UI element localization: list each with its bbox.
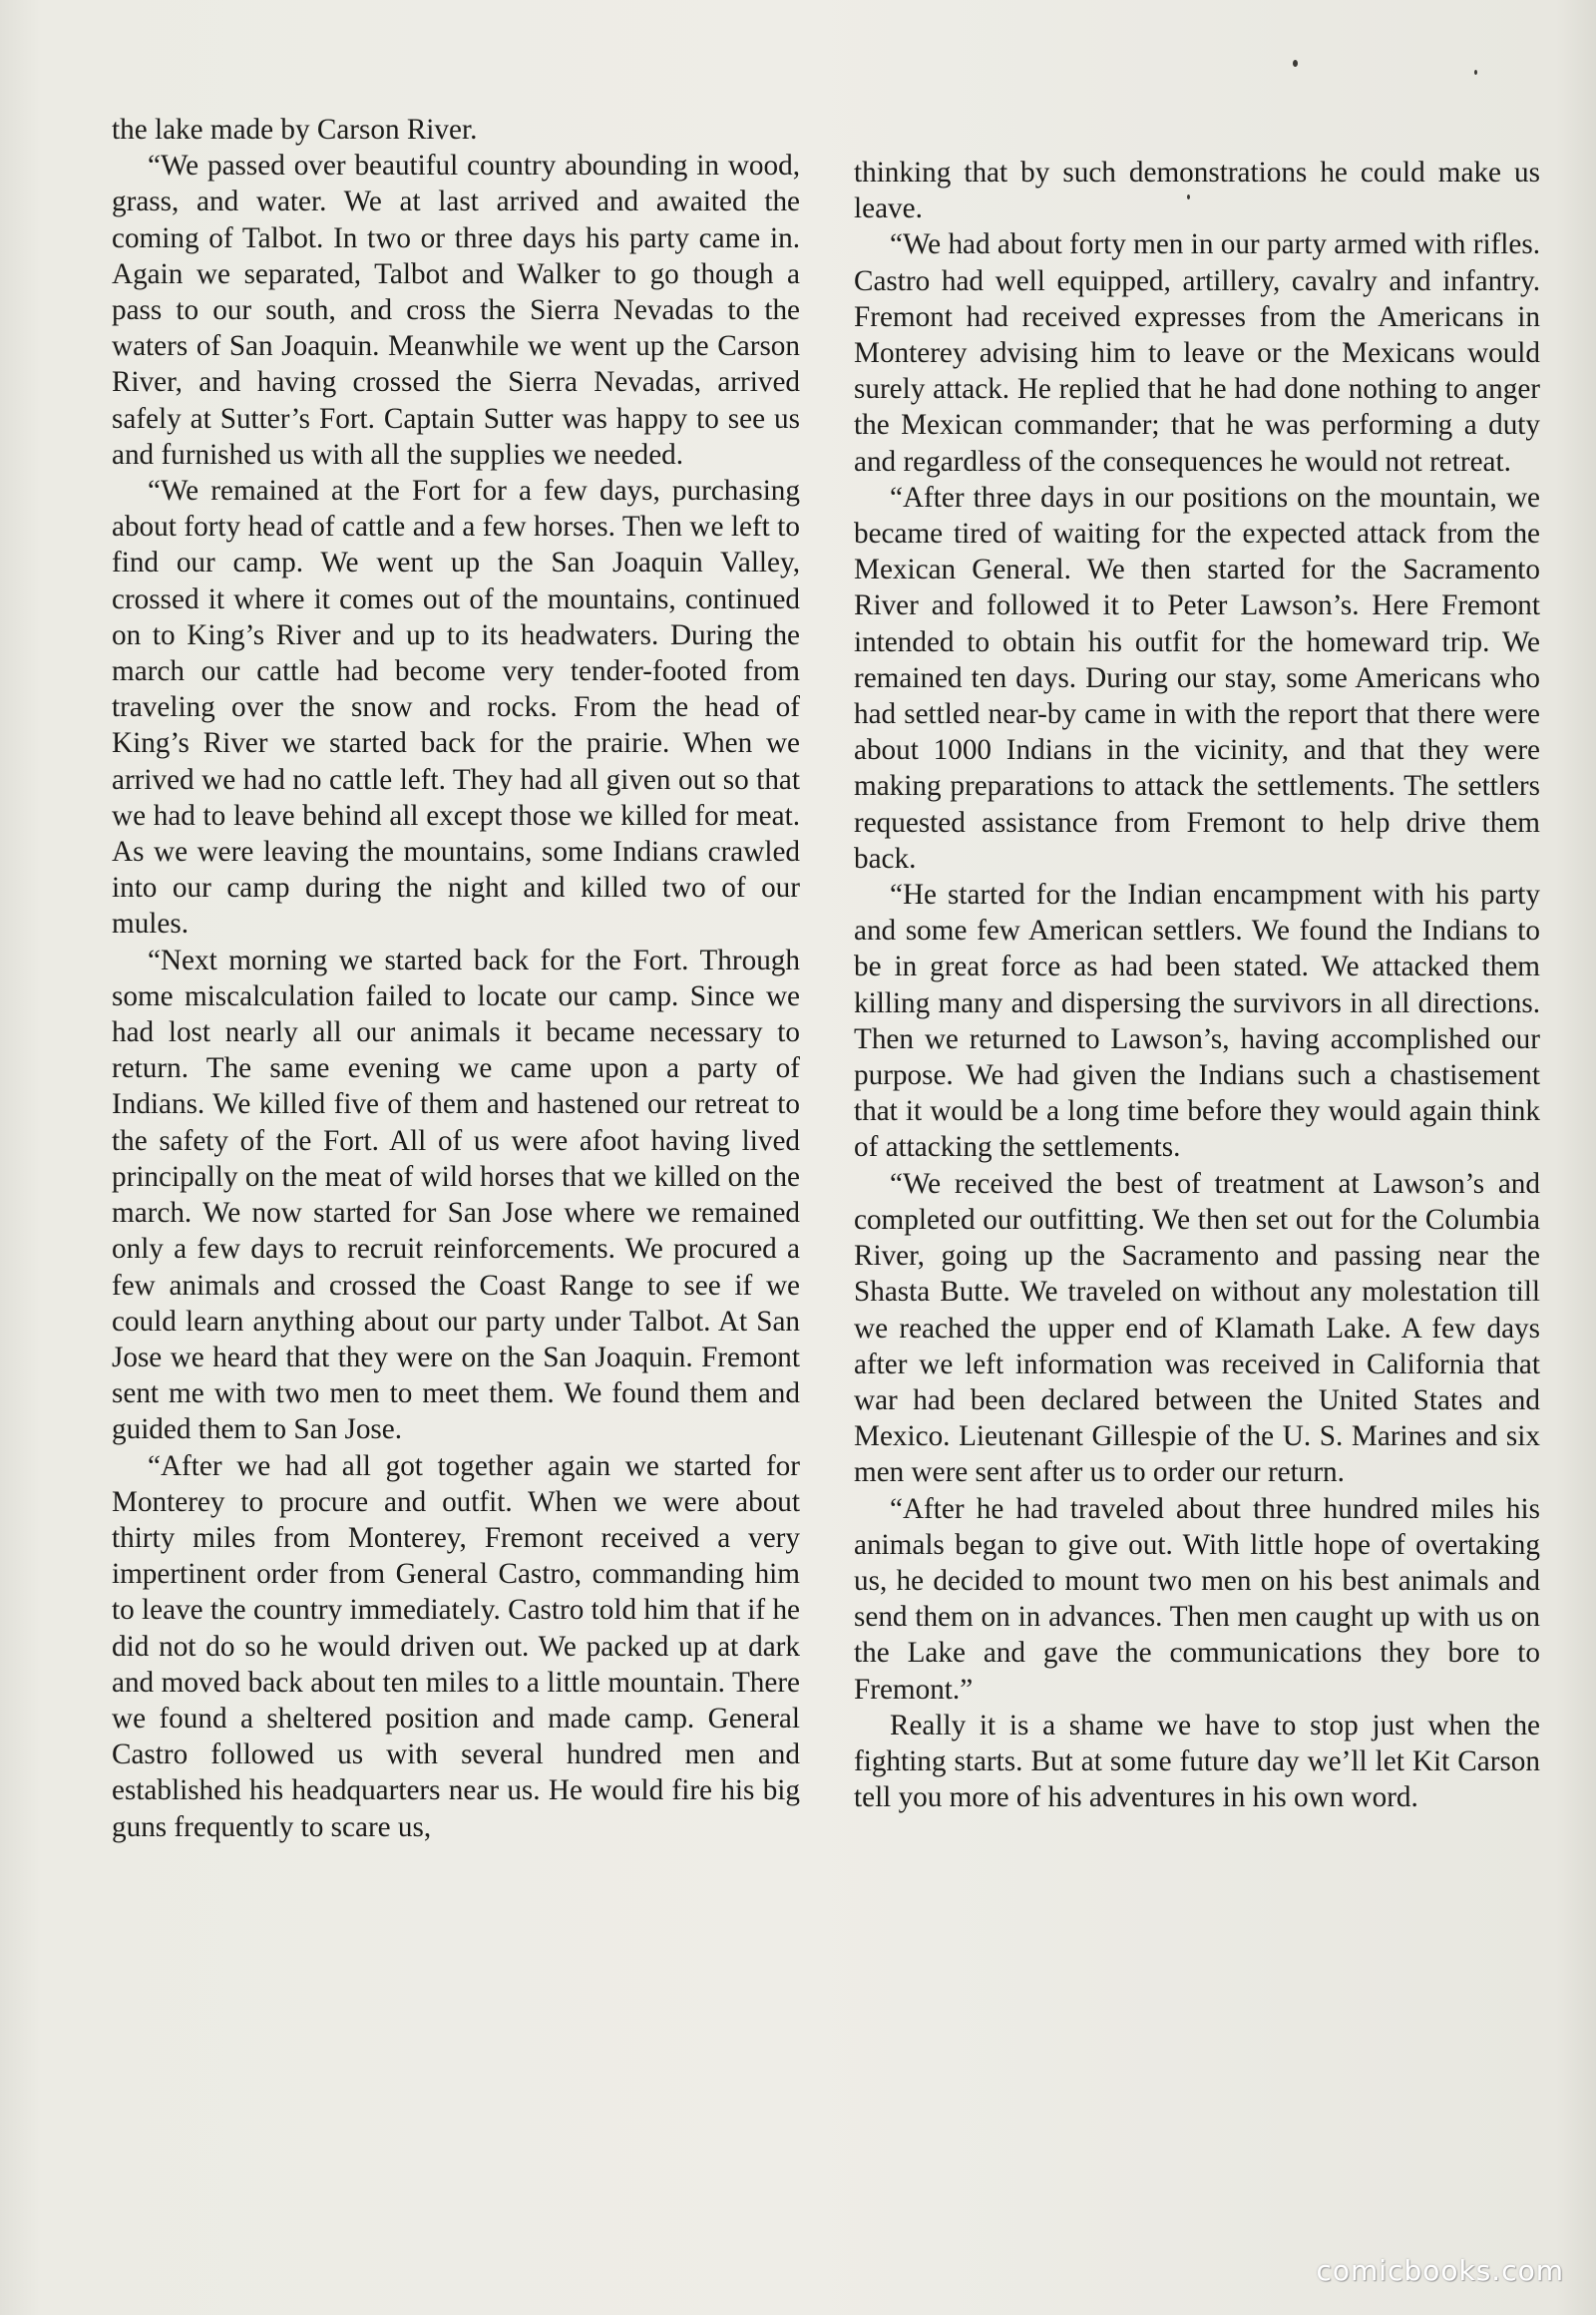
paragraph: “After he had traveled about three hundred miles his animals began to give out. With little hope of overtaking us, he decided to mount two men on his best animals and send them on in advances. Then men caught up with us on the Lake and gave the communications they bore to Fremont.”: [854, 1492, 1540, 1706]
print-speck: [1474, 70, 1477, 75]
paragraph: “After three days in our positions on the mountain, we became tired of waiting for the expected attack from the Mexican General. We then started for the Sacramento River and followed it to Peter Lawson’s. Here Fremont intended to obtain his outfit for the homeward trip. We remained ten days. During our stay, some Americans who had settled near-by came in with the report that there were about 1000 Indians in the vicinity, and that they were making preparations to attack the settlements. The settlers requested assistance from Fremont to help drive them back.: [854, 481, 1540, 875]
paragraph: the lake made by Carson River.: [112, 114, 478, 146]
paragraph: “We received the best of treatment at Lawson’s and completed our outfitting. We then set out for the Columbia River, going up the Sacramento and passing near the Shasta Butte. We traveled on without any molestation till we reached the upper end of Klamath Lake. A few days after we left information was received in California that war had been declared between the United States and Mexico. Lieutenant Gillespie of the U. S. Marines and six men were sent after us to order our return.: [854, 1167, 1540, 1489]
paragraph: “After we had all got together again we started for Monterey to procure and outfit. When we were about thirty miles from Monterey, Fremont received a very impertinent order from General Castro, commanding him to leave the country immediately. Castro told him that if he did not do so he would driven out. We packed up at dark and moved back about ten miles to a little mountain. There we found a sheltered position and made camp. General Castro followed us with several hundred men and established his headquarters near us. He would fire his big guns frequently to scare us,: [112, 1449, 800, 1843]
paragraph: “We passed over beautiful country abounding in wood, grass, and water. We at last arrived and awaited the coming of Talbot. In two or three days his party came in. Again we separated, Talbot and Walker to go though a pass to our south, and cross the Sierra Nevadas to the waters of San Joaquin. Meanwhile we went up the Carson River, and having crossed the Sierra Nevadas, arrived safely at Sutter’s Fort. Captain Sutter was happy to see us and furnished us with all the supplies we needed.: [112, 150, 800, 471]
closing-paragraph: Really it is a shame we have to stop just when the fighting starts. But at some future day we’ll let Kit Carson tell you more of his adventures in his own word.: [854, 1709, 1540, 1814]
paragraph: thinking that by such demonstrations he could make us leave.: [854, 157, 1540, 225]
paragraph: “Next morning we started back for the Fort. Through some miscalculation failed to locate our camp. Since we had lost nearly all our animals it became necessary to return. The same evening we came upon a party of Indians. We killed five of them and hastened our retreat to the safety of the Fort. All of us were afoot having lived principally on the meat of wild horses that we killed on the march. We now started for San Jose where we remained only a few days to recruit reinforcements. We procured a few animals and crossed the Coast Range to see if we could learn anything about our party under Talbot. At San Jose we heard that they were on the San Joaquin. Fremont sent me with two men to meet them. We found them and guided them to San Jose.: [112, 944, 800, 1446]
print-speck: [1187, 194, 1190, 199]
watermark: comicbooks.com: [1316, 2254, 1564, 2287]
print-speck: [1293, 60, 1298, 67]
right-column: [854, 155, 1540, 1815]
paragraph: “He started for the Indian encampment with his party and some few American settlers. We found the Indians to be in great force as had been stated. We attacked them killing many and dispersing the survivors in all directions. Then we returned to Lawson’s, having accomplished our purpose. We had given the Indians such a chastisement that it would be a long time before they would again think of attacking the settlements.: [854, 879, 1540, 1164]
left-column: [112, 112, 800, 1845]
paragraph: “We remained at the Fort for a few days, purchasing about forty head of cattle and a few horses. Then we left to find our camp. We went up the San Joaquin Valley, crossed it where it comes out of the mountains, continued on to King’s River and up to its headwaters. During the march our cattle had become very tender-footed from traveling over the snow and rocks. From the head of King’s River we started back for the prairie. When we arrived we had no cattle left. They had all given out so that we had to leave behind all except those we killed for meat. As we were leaving the mountains, some Indians crawled into our camp during the night and killed two of our mules.: [112, 475, 800, 941]
paragraph: “We had about forty men in our party armed with rifles. Castro had well equipped, artillery, cavalry and infantry. Fremont had received expresses from the Americans in Monterey advising him to leave or the Mexicans would surely attack. He replied that he had done nothing to anger the Mexican commander; that he was performing a duty and regardless of the consequences he would not retreat.: [854, 228, 1540, 478]
